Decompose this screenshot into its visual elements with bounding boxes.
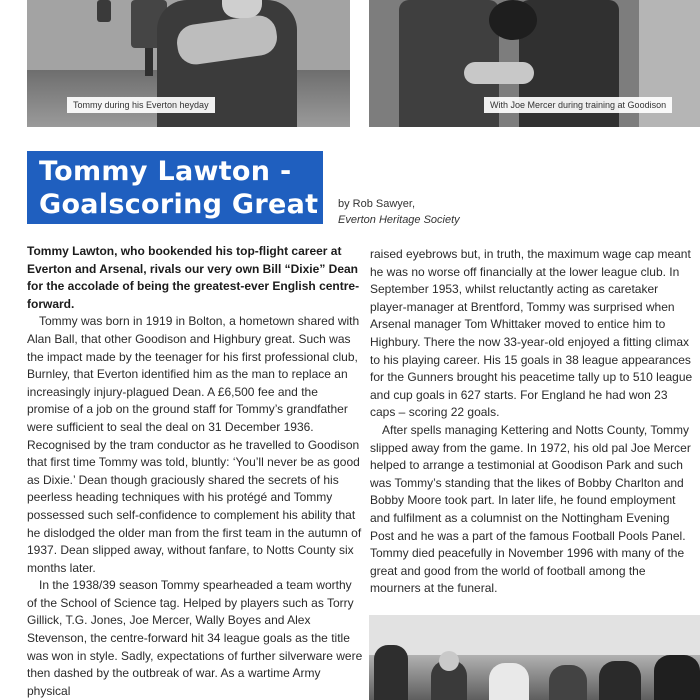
lead-paragraph: Tommy Lawton, who bookended his top-flight career at Everton and Arsenal, rivals our very own Bill “Dixie” Dean for the accolade of being the greatest-ever English centre-forward. [27, 244, 360, 311]
caption-left: Tommy during his Everton heyday [67, 97, 215, 113]
photo-testimonial-group [369, 615, 700, 700]
photo-everton-heyday [27, 0, 350, 127]
caption-right: With Joe Mercer during training at Goodison [484, 97, 672, 113]
body-paragraph-2: In the 1938/39 season Tommy spearheaded a team worthy of the School of Science tag. Helped by players such as Torry Gillick, T.G. Jones, Joe Mercer, Wally Boyes and Alex Stevenson, the centre-forward hit 34 league goals as the title was won in style. Sadly, expectations of further silverware were then dashed by the outbreak of war. As a wartime Army physical [27, 578, 363, 698]
column-right [370, 246, 696, 598]
body-paragraph-3: raised eyebrows but, in truth, the maximum wage cap meant he was no worse off financially at the lower league club. In September 1953, whilst reluctantly acting as caretaker player-manager at Brentford, Tommy was surprised when Arsenal manager Tom Whittaker moved to entice him to Highbury. There the now 33-year-old enjoyed a fitting climax to his playing career. His 15 goals in 38 league appearances for the Gunners brought his peacetime tally up to 510 league and cup goals in 627 starts. For England he had won 23 caps – scoring 22 goals. [370, 247, 693, 420]
byline-author: by Rob Sawyer, [338, 198, 416, 210]
article-title [27, 151, 323, 224]
body-paragraph-1: Tommy was born in 1919 in Bolton, a hometown shared with Alan Ball, that other Goodison and Highbury great. Such was the impact made by the teenager for his first professional club, Burnley, that Everton identified him as the man to replace an increasingly injury-plagued Dean. A £6,500 fee and the promise of a job on the ground staff for Tommy’s grandfather were sufficient to seal the deal on 31 December 1936. Recognised by the tram conductor as he travelled to Goodison that first time Tommy was told, bluntly: ‘You’ll never be as good as Dixie.’ Dean though graciously shared the secrets of his peerless heading techniques with his protégé and Tommy possessed such self-confidence to complement his ability that he dislodged the older man from the first team in the autumn of 1937. Dean slipped away, without fanfare, to Notts County six months later. [27, 314, 362, 575]
photo-with-joe-mercer [369, 0, 700, 127]
byline-organisation: Everton Heritage Society [338, 214, 460, 226]
title-line-1: Tommy Lawton - [39, 156, 292, 187]
title-line-2: Goalscoring Great [39, 189, 319, 220]
column-left [27, 243, 363, 700]
body-paragraph-4: After spells managing Kettering and Notts County, Tommy slipped away from the game. In 1972, his old pal Joe Mercer helped to arrange a testimonial at Goodison Park and such was Tommy’s standing that the likes of Bobby Charlton and Bobby Moore took part. In later life, he found employment and fulfilment as a columnist on the Nottingham Evening Post and he was a part of the famous Football Pools Panel. Tommy died peacefully in November 1996 with many of the great and good from the world of football among the mourners at the funeral. [370, 422, 691, 596]
byline [338, 196, 460, 228]
